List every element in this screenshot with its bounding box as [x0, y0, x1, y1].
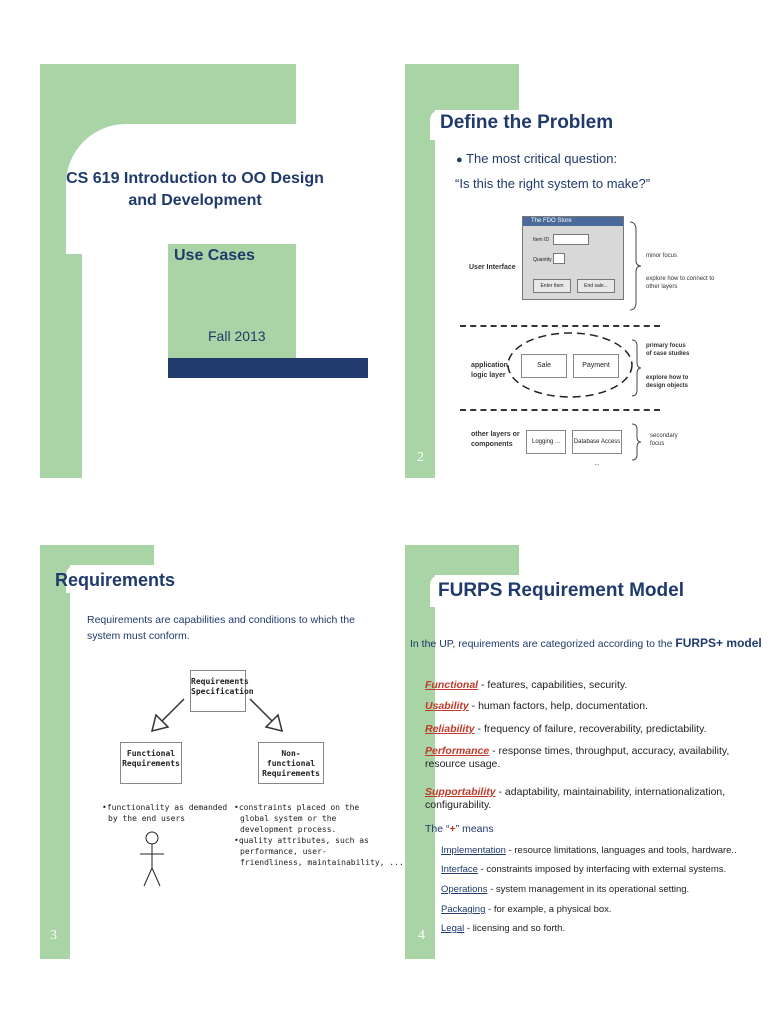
layer-divider-2 — [460, 409, 660, 411]
brace-icon — [630, 422, 642, 462]
note-primary-focus: primary focus of case studies — [646, 343, 690, 357]
slide-2-question: “Is this the right system to make?” — [455, 176, 651, 191]
arrow-down-left-icon — [148, 695, 188, 735]
app-logic-label: application logic layer — [471, 362, 508, 379]
slide-1-term: Fall 2013 — [208, 328, 266, 344]
navy-bar — [168, 358, 368, 378]
user-interface-label: User Interface — [469, 264, 516, 271]
plus-legal: Legal - licensing and so forth. — [441, 923, 566, 934]
layer-divider-1 — [460, 325, 660, 327]
item-id-field[interactable] — [553, 234, 589, 245]
plus-interface: Interface - constraints imposed by interfacing with external systems. — [441, 864, 727, 875]
slide-4-intro: In the UP, requirements are categorized according to the FURPS+ model — [410, 636, 762, 650]
arrow-down-right-icon — [246, 695, 286, 735]
requirements-spec-doc: Requirements Specification — [190, 670, 246, 712]
sale-box: Sale — [521, 354, 567, 378]
furps-performance: Performance - response times, throughput, accuracy, availability, resource usage. — [425, 745, 730, 770]
store-window-titlebar: The FDO Store — [523, 217, 623, 226]
green-block — [70, 545, 154, 565]
quantity-label: Quantity — [533, 257, 552, 263]
page-number: 3 — [50, 928, 57, 943]
slide-3-title: Requirements — [55, 570, 176, 590]
furps-functional: Functional - features, capabilities, security. — [425, 679, 628, 691]
other-layers-label: other layers or components — [471, 431, 520, 448]
plus-operations: Operations - system management in its operational setting. — [441, 884, 690, 895]
slide-2-title: Define the Problem — [440, 112, 614, 133]
furps-plus-means: The “+” means — [425, 823, 494, 835]
green-bar — [40, 545, 70, 959]
item-id-label: Item ID — [533, 237, 550, 243]
note-minor-focus: minor focus — [646, 253, 678, 259]
quantity-field[interactable] — [553, 253, 565, 264]
furps-usability: Usability - human factors, help, documentation. — [425, 700, 648, 712]
stick-figure-icon — [138, 830, 166, 890]
slide-1-title: CS 619 Introduction to OO Design and Development — [66, 170, 324, 209]
page-number: 2 — [417, 450, 424, 465]
furps-reliability: Reliability - frequency of failure, recoverability, predictability. — [425, 723, 707, 735]
logging-box: Logging ... — [526, 430, 566, 454]
enter-item-button[interactable]: Enter Item — [533, 279, 571, 293]
end-sale-button[interactable]: End sale... — [577, 279, 615, 293]
slide-2-bullet: ● The most critical question: — [456, 151, 618, 166]
bullet-icon: ● — [456, 154, 463, 166]
green-block — [435, 64, 519, 110]
functional-note: •functionality as demanded by the end users — [102, 803, 228, 823]
payment-box: Payment — [573, 354, 619, 378]
slide-3-intro: Requirements are capabilities and conditions to which the system must conform. — [87, 614, 355, 642]
functional-req-doc: Functional Requirements — [120, 742, 182, 784]
plus-implementation: Implementation - resource limitations, languages and tools, hardware.. — [441, 845, 737, 856]
slide-1-subtitle: Use Cases — [174, 247, 255, 264]
plus-packaging: Packaging - for example, a physical box. — [441, 904, 612, 915]
page-number: 4 — [418, 928, 425, 943]
note-design-objects: explore how to design objects — [646, 375, 689, 389]
note-explore: explore how to connect to other layers — [646, 276, 715, 290]
furps-supportability: Supportability - adaptability, maintainability, internationalization, configurability. — [425, 786, 726, 811]
database-access-box: Database Access ... — [572, 430, 622, 454]
green-bar — [40, 64, 82, 478]
green-block — [435, 545, 519, 575]
nonfunctional-note: •constraints placed on the global system or the development process. •quality attributes, such as performance, user- friendliness, maintainability, ... — [234, 803, 404, 867]
brace-icon — [630, 338, 642, 398]
slide-4-title: FURPS Requirement Model — [438, 580, 684, 601]
brace-icon — [628, 220, 642, 312]
nonfunctional-req-doc: Non-functional Requirements — [258, 742, 324, 784]
store-window — [522, 216, 624, 300]
note-secondary-focus: secondary focus — [650, 433, 678, 447]
